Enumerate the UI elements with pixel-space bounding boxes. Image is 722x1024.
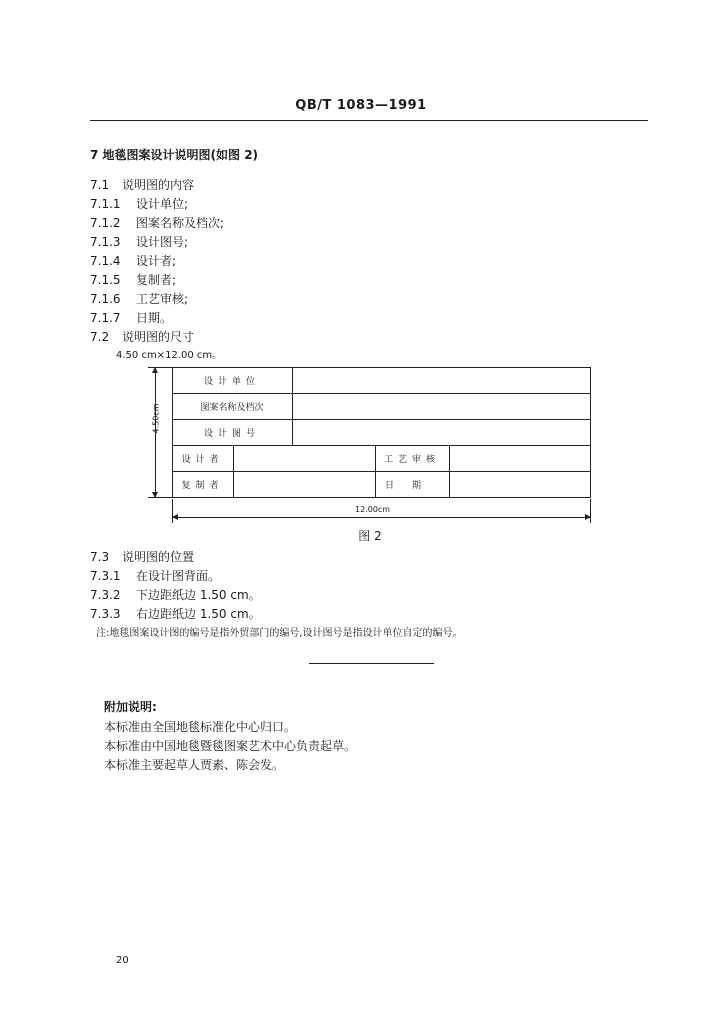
clause-number: 7.3 <box>90 550 110 564</box>
arrow-up-icon <box>152 367 158 373</box>
cell-craft-review: 工艺审核 <box>383 455 440 465</box>
clause-number: 7.1.5 <box>90 273 121 287</box>
cell-copier: 复制者 <box>181 481 224 491</box>
clause-text: 设计图号; <box>136 235 189 249</box>
section-7-title: 7 地毯图案设计说明图(如图 2) <box>90 148 259 162</box>
clause-text: 在设计图背面。 <box>136 569 221 583</box>
clause-text: 说明图的位置 <box>122 550 195 564</box>
clause-7-3-3 <box>90 605 261 622</box>
clause-text: 说明图的尺寸 <box>122 330 195 344</box>
size-spec: 4.50 cm×12.00 cm。 <box>116 350 223 361</box>
arrow-left-icon <box>172 514 178 520</box>
width-label: 12.00cm <box>352 505 393 514</box>
appendix-line: 本标准由全国地毯标准化中心归口。 <box>104 720 297 734</box>
cell-drawing-number: 设计图号 <box>203 429 260 439</box>
clause-number: 7.2 <box>90 330 110 344</box>
clause-text: 工艺审核; <box>136 292 189 306</box>
clause-text: 说明图的内容 <box>122 178 195 192</box>
clause-7-1-2 <box>90 214 224 231</box>
height-label: 4.50cm <box>151 403 161 434</box>
clause-text: 复制者; <box>136 273 177 287</box>
clause-7-3-1 <box>90 567 220 584</box>
clause-number: 7.3.3 <box>90 607 121 621</box>
cell-design-unit: 设计单位 <box>203 377 260 387</box>
arrow-right-icon <box>585 514 591 520</box>
form-row-line <box>172 471 591 472</box>
clause-7-1-5 <box>90 271 176 288</box>
clause-text: 右边距纸边 1.50 cm。 <box>136 607 261 621</box>
figure-caption: 图 2 <box>358 529 382 543</box>
clause-text: 日期。 <box>136 311 173 325</box>
clause-7-1-1 <box>90 195 188 212</box>
separator-rule <box>309 663 434 664</box>
clause-7-3-2 <box>90 586 261 603</box>
clause-number: 7.3.2 <box>90 588 121 602</box>
clause-number: 7.3.1 <box>90 569 121 583</box>
clause-7-3 <box>90 548 194 565</box>
clause-number: 7.1 <box>90 178 110 192</box>
note: 注:地毯图案设计图的编号是指外贸部门的编号,设计图号是指设计单位自定的编号。 <box>96 628 463 639</box>
clause-7-1 <box>90 176 194 193</box>
form-row-line <box>172 393 591 394</box>
clause-7-1-7 <box>90 309 172 326</box>
page-number: 20 <box>116 955 129 966</box>
clause-7-1-3 <box>90 233 188 250</box>
width-dimension-line <box>172 517 591 518</box>
form-col-line <box>292 367 293 445</box>
arrow-down-icon <box>152 492 158 498</box>
appendix-line: 本标准主要起草人贾素、陈会发。 <box>104 758 285 772</box>
form-col-line <box>233 445 234 498</box>
clause-number: 7.1.1 <box>90 197 121 211</box>
clause-text: 图案名称及档次; <box>136 216 225 230</box>
clause-7-1-4 <box>90 252 176 269</box>
form-col-line <box>449 445 450 498</box>
cell-pattern-name: 图案名称及档次 <box>200 403 264 413</box>
form-row-line <box>172 445 591 446</box>
form-row-line <box>172 419 591 420</box>
clause-text: 设计单位; <box>136 197 189 211</box>
cell-designer: 设计者 <box>181 455 224 465</box>
clause-7-2 <box>90 328 194 345</box>
standard-code: QB/T 1083—1991 <box>295 98 427 113</box>
clause-number: 7.1.6 <box>90 292 121 306</box>
appendix-title: 附加说明: <box>104 700 157 714</box>
clause-number: 7.1.7 <box>90 311 121 325</box>
clause-number: 7.1.2 <box>90 216 121 230</box>
clause-7-1-6 <box>90 290 188 307</box>
header-rule <box>90 120 648 121</box>
appendix-line: 本标准由中国地毯暨毯图案艺术中心负责起草。 <box>104 739 357 753</box>
clause-number: 7.1.4 <box>90 254 121 268</box>
cell-date: 日期 <box>384 481 439 491</box>
clause-text: 设计者; <box>136 254 177 268</box>
clause-text: 下边距纸边 1.50 cm。 <box>136 588 261 602</box>
clause-number: 7.1.3 <box>90 235 121 249</box>
